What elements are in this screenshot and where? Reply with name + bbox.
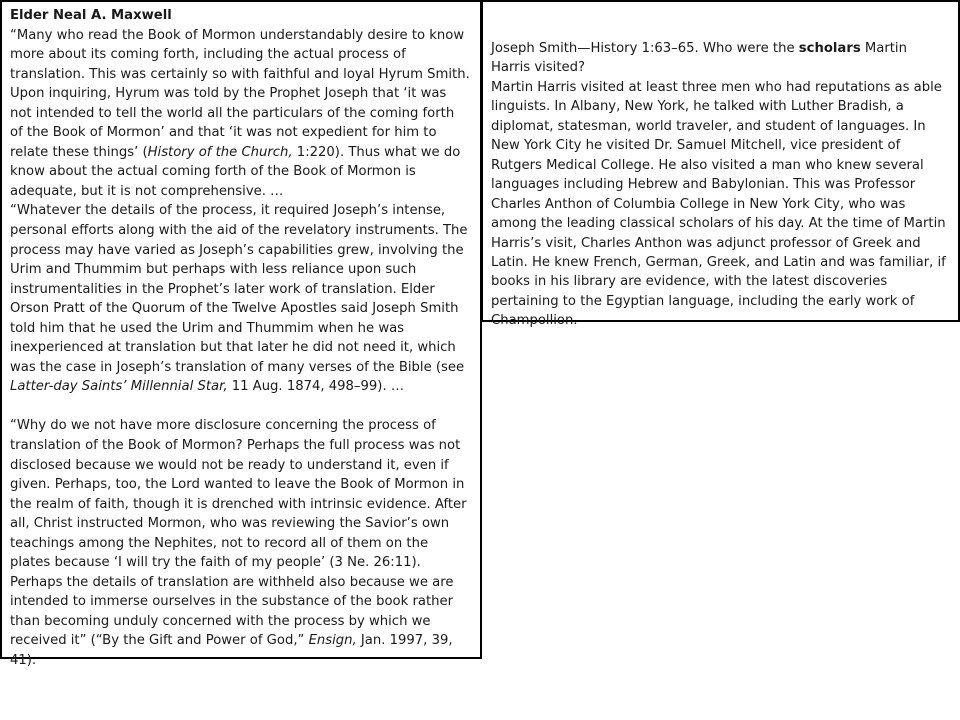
scholars-panel (481, 0, 960, 329)
quote-paragraph-2 (10, 201, 470, 396)
quote-paragraph-2-text-a: “Whatever the details of the process, it required Joseph’s intense, personal efforts along with the aid of the revelatory instruments. The process may have varied as Joseph’s capabilities grew, involving the Urim and Thummim but perhaps with less reliance upon such instrumentalities in the Prophet’s later work of translation. Elder Orson Pratt of the Quorum of the Twelve Apostles said Joseph Smith told him that he used the Urim and Thummim when he was inexperienced at translation but that later he did not need it, which was the case in Joseph’s translation of many verses of the Bible (see (10, 203, 468, 375)
scholars-keyword: scholars (798, 41, 861, 56)
quote-panel (0, 0, 482, 668)
quote-paragraph-1-text-a: “Many who read the Book of Mormon understandably desire to know more about its coming forth, including the actual process of translation. This was certainly so with faithful and loyal Hyrum Smith. Upon inquiring, Hyrum was told by the Prophet Joseph that ‘it was not intended to tell the world all the particulars of the coming forth of the Book of Mormon’ and that ‘it was not expedient for him to relate these things’ ( (10, 27, 470, 160)
quote-paragraph-3 (10, 416, 470, 670)
citation-millennial-star: Latter-day Saints’ Millennial Star, (10, 379, 228, 395)
scholars-question-text-a: Joseph Smith—History 1:63–65. Who were the (491, 41, 799, 56)
quote-paragraph-2-text-b: 11 Aug. 1874, 498–99). … (227, 379, 405, 395)
citation-ensign: Ensign, (308, 633, 357, 649)
quote-paragraph-3-text-a: “Why do we not have more disclosure concerning the process of translation of the Book of Mormon? Perhaps the full process was not disclosed because we would not be ready to understand it, even if given. Perhaps, too, the Lord wanted to leave the Book of Mormon in the realm of faith, though it is drenched with intrinsic evidence. After all, Christ instructed Mormon, who was reviewing the Savior’s own teachings among the Nephites, not to record all of them on the plates because ‘I will try the faith of my people’ (3 Ne. 26:11). Perhaps the details of translation are withheld also because we are intended to immerse ourselves in the substance of the book rather than becoming unduly concerned with the process by which we received it” (“By the Gift and Power of God,” (10, 418, 467, 649)
quote-heading: Elder Neal A. Maxwell (10, 8, 172, 23)
quote-paragraph-1-text-b: 1:220). Thus what we do know about the actual coming forth of the Book of Mormon is adequate, but it is not comprehensive. … (10, 144, 461, 199)
scholars-question (491, 39, 948, 78)
quote-paragraph-3-text-b: Jan. 1997, 39, 41). (10, 633, 453, 668)
scholars-question-text-b: Martin Harris visited? (491, 41, 907, 76)
paragraph-spacer (10, 397, 470, 417)
scholars-answer: Martin Harris visited at least three men who had reputations as able linguists. In Albany, New York, he talked with Luther Bradish, a diplomat, statesman, world traveler, and student of languages. In New York City he visited Dr. Samuel Mitchell, vice president of Rutgers Medical College. He also visited a man who knew several languages including Hebrew and Babylonian. This was Professor Charles Anthon of Columbia College in New York City, who was among the leading classical scholars of his day. At the time of Martin Harris’s visit, Charles Anthon was adjunct professor of Greek and Latin. He knew French, German, Greek, and Latin and was familiar, if books in his library are evidence, with the latest discoveries pertaining to the Egyptian language, including the early work of Champollion. (491, 79, 946, 329)
citation-history-of-the-church: History of the Church, (147, 144, 293, 160)
quote-paragraph-1 (10, 26, 470, 202)
